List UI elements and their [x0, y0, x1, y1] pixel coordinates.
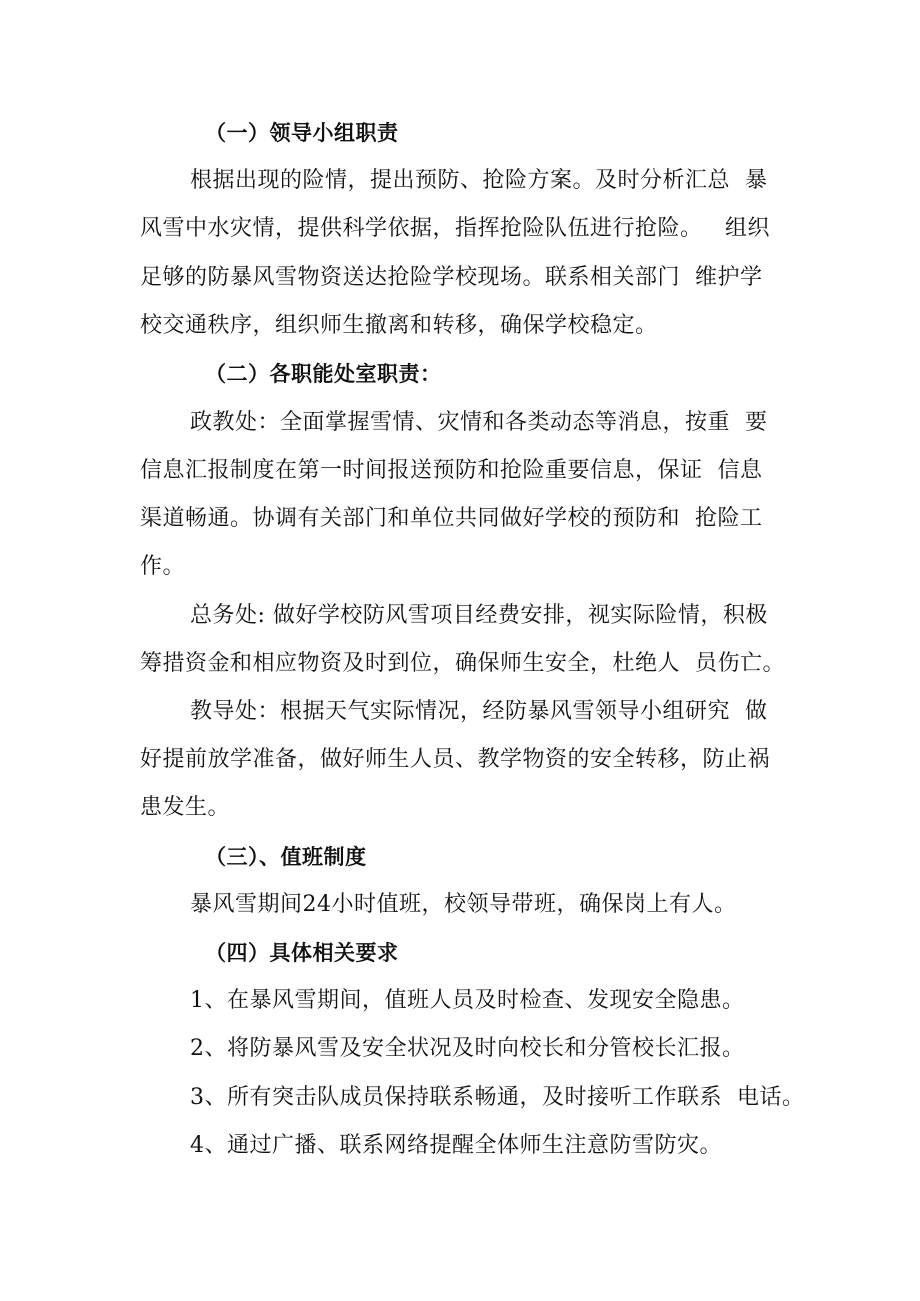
paragraph-line: 信息汇报制度在第一时间报送预防和抢险重要信息，保证 信息 [140, 458, 763, 483]
paragraph-line: 政教处：全面掌握雪情、灾情和各类动态等消息，按重 要 [190, 410, 768, 435]
section-heading-2: （二）各职能处室职责： [205, 362, 442, 386]
list-item: 4、通过广播、联系网络提醒全体师生注意防雪防灾。 [190, 1133, 722, 1158]
list-item: 1、在暴风雪期间，值班人员及时检查、发现安全隐患。 [190, 988, 745, 1013]
paragraph-line: 风雪中水灾情，提供科学依据，指挥抢险队伍进行抢险。 组织 [140, 216, 770, 241]
paragraph-line: 总务处: 做好学校防风雪项目经费安排，视实际险情，积极 [190, 603, 768, 628]
paragraph-line: 教导处：根据天气实际情况，经防暴风雪领导小组研究 做 [190, 699, 768, 724]
list-item: 3、所有突击队成员保持联系畅通，及时接听工作联系 电话。 [190, 1085, 805, 1110]
paragraph-line: 足够的防暴风雪物资送达抢险学校现场。联系相关部门 维护学 [140, 265, 763, 290]
paragraph-line: 筹措资金和相应物资及时到位，确保师生安全，杜绝人 员伤亡。 [140, 651, 785, 676]
section-heading-4: （四）具体相关要求 [205, 941, 399, 965]
section-heading-3: （三）、值班制度 [205, 845, 367, 869]
paragraph-line: 好提前放学准备，做好师生人员、教学物资的安全转移，防止祸 [140, 747, 771, 772]
list-item: 2、将防暴风雪及安全状况及时向校长和分管校长汇报。 [190, 1036, 745, 1061]
paragraph-line: 暴风雪期间24小时值班，校领导带班，确保岗上有人。 [190, 892, 737, 917]
paragraph-line: 校交通秩序，组织师生撤离和转移，确保学校稳定。 [140, 313, 658, 338]
paragraph-line: 作。 [140, 554, 186, 579]
section-heading-1: （一）领导小组职责 [205, 121, 399, 145]
paragraph-line: 根据出现的险情，提出预防、抢险方案。及时分析汇总 暴 [190, 168, 768, 193]
paragraph-line: 患发生。 [140, 795, 231, 820]
paragraph-line: 渠道畅通。协调有关部门和单位共同做好学校的预防和 抢险工 [140, 506, 763, 531]
